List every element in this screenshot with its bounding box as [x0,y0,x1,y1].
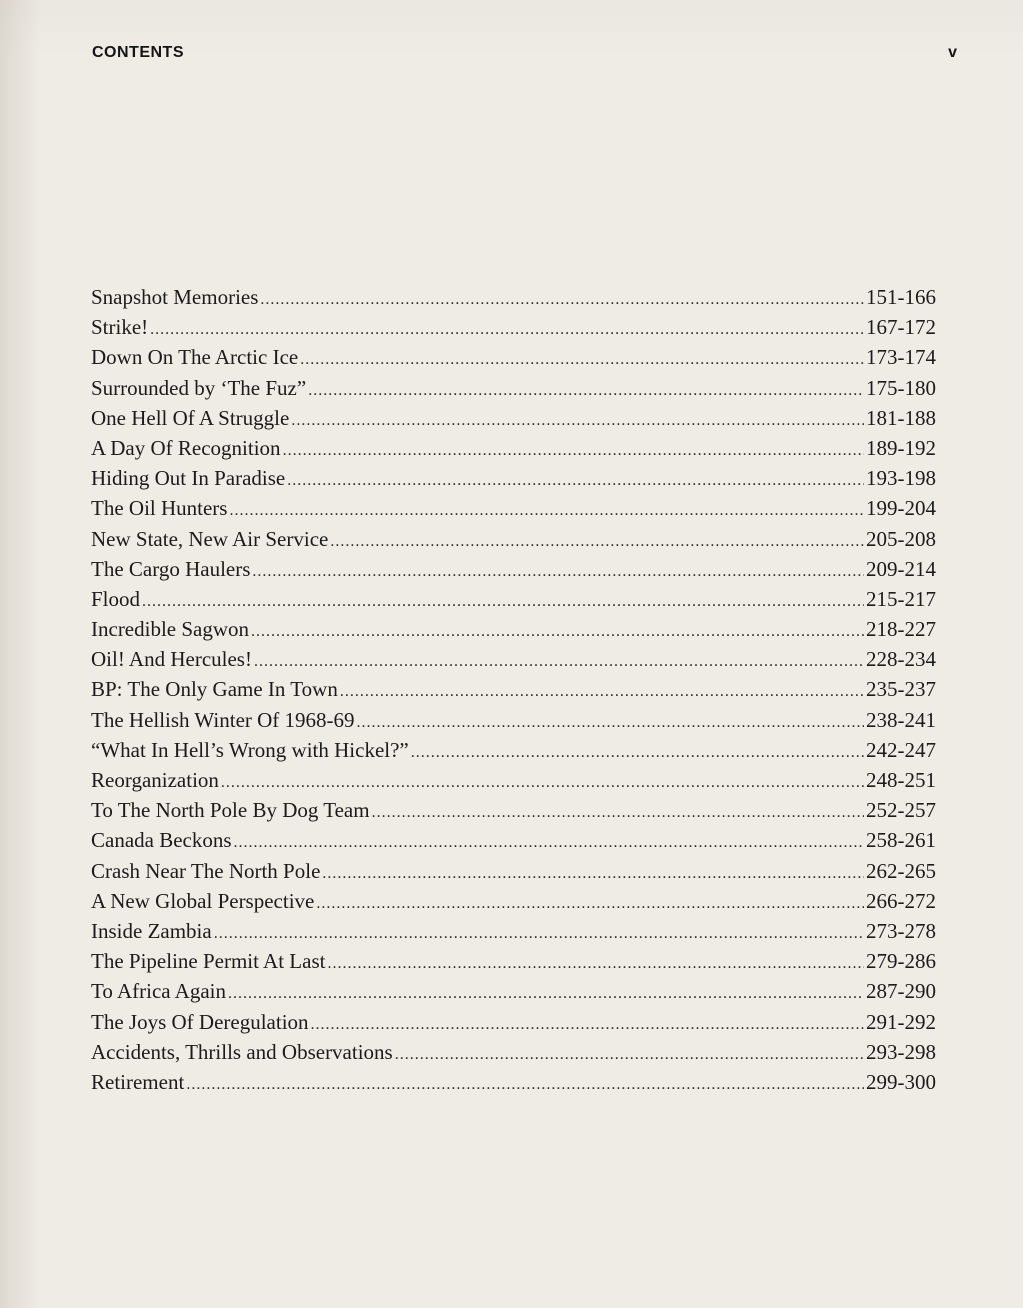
toc-entry-pages: 291-292 [866,1009,936,1034]
toc-entry-pages: 215-217 [866,586,936,611]
toc-leader-dots [357,708,864,738]
toc-entry-pages: 175-180 [866,375,936,400]
toc-entry-title: Snapshot Memories [91,285,259,309]
toc-leader-dots [311,1010,864,1040]
toc-entry-title: The Hellish Winter Of 1968-69 [91,707,355,732]
toc-leader-dots [186,1070,864,1100]
toc-entry [91,674,936,704]
toc-entry-title: Strike! [91,315,149,340]
toc-entry-pages: 287-290 [866,979,936,1004]
toc-entry [91,1037,936,1067]
page-header [92,44,957,66]
toc-entry [91,1067,936,1097]
toc-entry [91,282,936,312]
toc-entry [91,856,936,886]
toc-entry-title: The Cargo Haulers [91,556,251,581]
toc-entry [91,433,936,463]
toc-entry-pages: 258-261 [866,828,936,853]
toc-entry-title: Canada Beckons [91,828,232,853]
toc-leader-dots [150,315,864,345]
toc-entry-pages: 205-208 [866,526,936,551]
toc-entry-title: The Pipeline Permit At Last [91,949,326,974]
toc-entry-pages: 273-278 [866,918,936,943]
toc-entry-title: The Oil Hunters [91,496,228,521]
toc-leader-dots [316,889,864,919]
toc-entry-title: New State, New Air Service [91,526,329,551]
toc-leader-dots [252,557,864,587]
toc-entry-title: Oil! And Hercules! [91,647,252,672]
toc-entry [91,403,936,433]
toc-entry-pages: 218-227 [866,617,936,642]
toc-leader-dots [228,979,864,1009]
toc-entry-title: Retirement [91,1069,185,1094]
toc-entry [91,795,936,825]
toc-entry-pages: 299-300 [866,1069,936,1094]
toc-entry [91,735,936,765]
toc-entry [91,493,936,523]
toc-entry-pages: 293-298 [866,1039,936,1064]
toc-entry-pages: 248-251 [866,768,936,792]
toc-entry [91,644,936,674]
toc-entry-title: To The North Pole By Dog Team [91,798,370,823]
toc-leader-dots [300,345,864,375]
toc-leader-dots [322,859,864,889]
toc-leader-dots [330,527,864,557]
table-of-contents [91,282,936,1097]
toc-entry-pages: 151-166 [866,285,936,309]
toc-entry-title: Flood [91,586,141,611]
toc-entry [91,886,936,916]
toc-entry-title: Reorganization [91,768,219,792]
toc-entry-pages: 262-265 [866,858,936,883]
toc-entry-title: BP: The Only Game In Town [91,677,338,702]
toc-leader-dots [327,949,864,979]
toc-entry [91,976,936,1006]
toc-entry-title: Incredible Sagwon [91,617,250,642]
toc-leader-dots [283,436,864,466]
toc-entry [91,765,936,795]
toc-entry [91,584,936,614]
toc-entry-title: The Joys Of Deregulation [91,1009,309,1034]
toc-leader-dots [308,376,864,406]
toc-entry [91,554,936,584]
toc-entry-pages: 279-286 [866,949,936,974]
toc-entry-title: Crash Near The North Pole [91,858,321,883]
toc-leader-dots [254,647,864,677]
toc-leader-dots [251,617,864,647]
toc-entry-pages: 235-237 [866,677,936,702]
toc-entry-title: “What In Hell’s Wrong with Hickel?” [91,737,409,762]
toc-entry-title: A New Global Perspective [91,888,315,913]
toc-entry-title: Down On The Arctic Ice [91,345,299,370]
toc-entry-pages: 209-214 [866,556,936,581]
toc-entry [91,463,936,493]
toc-leader-dots [221,768,864,798]
page-number: v [948,44,957,61]
toc-leader-dots [214,919,864,949]
toc-entry-title: A Day Of Recognition [91,435,281,460]
toc-entry-pages: 266-272 [866,888,936,913]
toc-entry-pages: 199-204 [866,496,936,521]
toc-entry [91,312,936,342]
toc-leader-dots [411,738,864,768]
toc-entry [91,342,936,372]
toc-leader-dots [395,1040,864,1070]
toc-entry-title: Inside Zambia [91,918,212,943]
toc-leader-dots [372,798,864,828]
toc-entry-title: Accidents, Thrills and Observations [91,1039,393,1064]
running-head: CONTENTS [92,44,184,61]
toc-entry [91,524,936,554]
toc-entry-pages: 167-172 [866,315,936,340]
toc-entry-pages: 242-247 [866,737,936,762]
toc-entry-pages: 252-257 [866,798,936,823]
toc-leader-dots [340,677,864,707]
toc-entry-pages: 181-188 [866,405,936,430]
toc-leader-dots [260,285,864,315]
toc-leader-dots [234,828,864,858]
toc-entry-title: Hiding Out In Paradise [91,466,286,491]
toc-entry [91,946,936,976]
toc-entry-pages: 228-234 [866,647,936,672]
toc-entry-pages: 173-174 [866,345,936,370]
toc-entry-pages: 189-192 [866,435,936,460]
toc-entry [91,373,936,403]
toc-leader-dots [229,496,864,526]
toc-entry-pages: 238-241 [866,707,936,732]
toc-leader-dots [142,587,864,617]
toc-entry [91,1007,936,1037]
toc-leader-dots [287,466,864,496]
toc-entry [91,825,936,855]
toc-entry-title: To Africa Again [91,979,226,1004]
toc-entry [91,705,936,735]
toc-entry-title: One Hell Of A Struggle [91,405,290,430]
toc-entry [91,614,936,644]
toc-entry-pages: 193-198 [866,466,936,491]
toc-entry-title: Surrounded by ‘The Fuz” [91,375,307,400]
toc-entry [91,916,936,946]
toc-leader-dots [291,406,864,436]
